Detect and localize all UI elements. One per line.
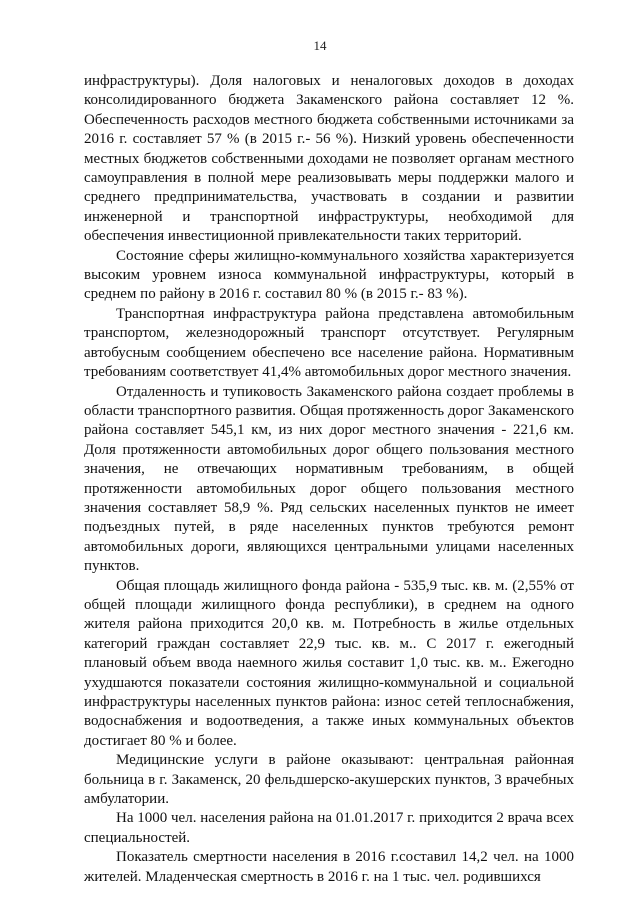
paragraph-mortality: Показатель смертности населения в 2016 г.составил 14,2 чел. на 1000 жителей. Младенческая смертность в 2016 г. на 1 тыс. чел. родившихся bbox=[84, 849, 574, 885]
paragraph-budget-continuation: инфраструктуры). Доля налоговых и неналоговых доходов в доходах консолидированного бюджета Закаменского района составляет 12 %. Обеспеченность расходов местного бюджета собственными источниками за 2016 г. составляет 57 % (в 2015 г.- 56 %). Низкий уровень обеспеченности местных бюджетов собственными доходами не позволяет органам местного самоуправления в полной мере реализовывать меры поддержки малого и среднего предпринимательства, участвовать в создании и развитии инженерной и транспортной инфраструктуры, необходимой для обеспечения инвестиционной привлекательности таких территорий. bbox=[84, 73, 574, 245]
paragraph-housing-fund: Общая площадь жилищного фонда района - 535,9 тыс. кв. м. (2,55% от общей площади жилищного фонда республики), в среднем на одного жителя района приходится 20,0 кв. м. Потребность в жилье отдельных категорий граждан составляет 22,9 тыс. кв. м.. С 2017 г. ежегодный плановый объем ввода наемного жилья составит 1,0 тыс. кв. м.. Ежегодно ухудшаются показатели состояния жилищно-коммунальной и социальной инфраструктуры населенных пунктов района: износ сетей теплоснабжения, водоснабжения и водоотведения, а также иных коммунальных объектов достигает 80 % и более. bbox=[84, 577, 574, 749]
page-number: 14 bbox=[313, 38, 327, 53]
paragraph-housing-utilities: Состояние сферы жилищно-коммунального хозяйства характеризуется высоким уровнем износа коммунальной инфраструктуры, который в среднем по району в 2016 г. составил 80 % (в 2015 г.- 83 %). bbox=[84, 247, 574, 303]
paragraph-medical-services: Медицинские услуги в районе оказывают: центральная районная больница в г. Закаменск, 20 фельдшерско-акушерских пунктов, 3 врачебных амбулатории. bbox=[84, 752, 574, 808]
paragraph-doctors-per-capita: На 1000 чел. населения района на 01.01.2017 г. приходится 2 врача всех специальностей. bbox=[84, 810, 574, 846]
paragraph-roads: Отдаленность и тупиковость Закаменского района создает проблемы в области транспортного развития. Общая протяженность дорог Закаменского района составляет 545,1 км, из них дорог местного значения - 221,6 км. Доля протяженности автомобильных дорог общего пользования местного значения, не отвечающих нормативным требованиям, в общей протяженности автомобильных дорог общего пользования местного значения составляет 58,9 %. Ряд сельских населенных пунктов не имеет подъездных путей, в ряде населенных пунктов требуются ремонт автомобильных дороги, являющихся центральными улицами населенных пунктов. bbox=[84, 383, 574, 575]
document-body bbox=[84, 72, 574, 887]
paragraph-transport-infrastructure: Транспортная инфраструктура района представлена автомобильным транспортом, железнодорожный транспорт отсутствует. Регулярным автобусным сообщением обеспечено все население района. Нормативным требованиям соответствует 41,4% автомобильных дорог местного значения. bbox=[84, 305, 574, 381]
